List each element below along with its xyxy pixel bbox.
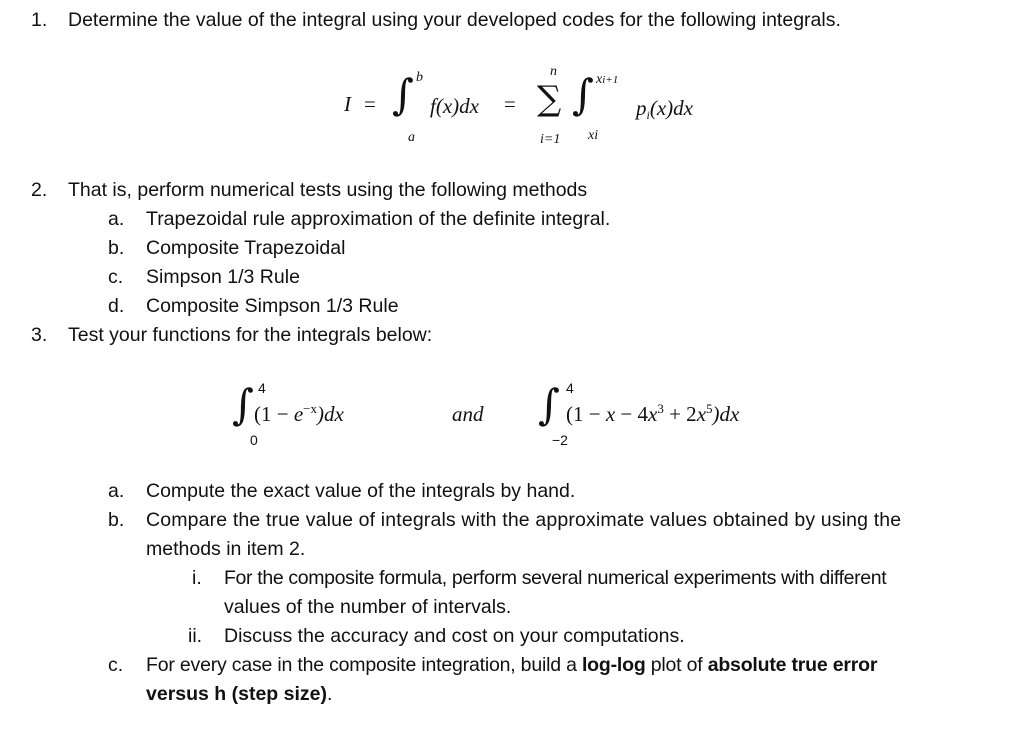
p-rest: (x)dx	[649, 96, 693, 120]
formula-2-left-integrand	[254, 402, 344, 427]
right-x5: x	[696, 402, 707, 426]
item-2a-marker: a.	[108, 208, 125, 230]
right-close: )dx	[712, 402, 740, 426]
formula-1-upper-limit: b	[416, 70, 423, 85]
item-3b-line2: methods in item 2.	[146, 538, 306, 560]
formula-2-left-lower: 0	[250, 432, 258, 448]
item-3bi-marker: i.	[192, 567, 202, 589]
item-3c-line1	[146, 654, 877, 677]
left-open: (1 −	[254, 402, 294, 426]
p-sub: i	[646, 108, 650, 122]
formula-2-and: and	[452, 402, 484, 426]
left-close: )dx	[317, 402, 344, 426]
right-open: (1 −	[566, 402, 606, 426]
item-2c-marker: c.	[108, 266, 124, 288]
formula-1-lower-limit-2: xi	[588, 128, 599, 143]
item-3c-bold-loglog: log-log	[581, 654, 646, 676]
item-1	[31, 9, 47, 32]
item-3c-bold-versus: versus h (step size)	[146, 683, 327, 705]
formula-1	[344, 64, 724, 158]
item-3b-marker: b.	[108, 509, 125, 531]
right-exp5: 5	[706, 401, 713, 416]
sum-bottom: i=1	[540, 132, 561, 147]
item-3bii-marker: ii.	[188, 625, 203, 647]
item-3c-pre: For every case in the composite integration, build a	[146, 654, 582, 676]
p-letter: p	[636, 96, 647, 120]
sum-top: n	[550, 64, 557, 79]
item-3bii-text: Discuss the accuracy and cost on your computations.	[224, 625, 685, 647]
right-plus2: + 2	[663, 402, 697, 426]
formula-1-integrand-2	[636, 96, 693, 121]
item-3c-marker: c.	[108, 654, 124, 676]
integral-sign-4: ∫	[538, 380, 560, 429]
item-1-text: Determine the value of the integral using your developed codes for the following integrals.	[68, 9, 841, 31]
item-1-number: 1.	[31, 9, 48, 31]
upper-x: x	[596, 72, 603, 87]
formula-1-upper-limit-2	[596, 72, 618, 88]
item-2-text: That is, perform numerical tests using the following methods	[68, 179, 588, 201]
item-2c-text: Simpson 1/3 Rule	[146, 266, 300, 288]
item-3a-text: Compute the exact value of the integrals by hand.	[146, 480, 576, 502]
formula-1-lhs: I	[344, 92, 351, 116]
formula-2-left-upper: 4	[258, 380, 266, 396]
formula-2-right	[538, 380, 858, 450]
formula-1-integrand: f(x)dx	[430, 94, 479, 118]
item-3bi-line1: For the composite formula, perform several numerical experiments with different	[224, 567, 887, 589]
right-x: x	[605, 402, 616, 426]
item-2d-text: Composite Simpson 1/3 Rule	[146, 295, 399, 317]
item-3-text: Test your functions for the integrals below:	[68, 324, 433, 346]
item-3c-line2	[146, 683, 332, 706]
item-3c-mid: plot of	[645, 654, 708, 676]
left-e: e	[293, 402, 304, 426]
item-3b-line1: Compare the true value of integrals with the approximate values obtained by using the	[146, 509, 902, 531]
item-3c-period: .	[326, 683, 333, 705]
item-2b-marker: b.	[108, 237, 125, 259]
left-exp: −x	[303, 401, 318, 416]
right-minus4: − 4	[615, 402, 649, 426]
upper-sub: i+1	[602, 74, 619, 86]
formula-2-right-integrand	[566, 402, 739, 427]
item-2-number: 2.	[31, 179, 48, 201]
item-2b-text: Composite Trapezoidal	[146, 237, 346, 259]
item-3c-bold-error: absolute true error	[707, 654, 878, 676]
integral-sign-3: ∫	[232, 380, 254, 429]
right-exp3: 3	[657, 401, 664, 416]
formula-2-left	[232, 380, 432, 450]
integral-sign-2: ∫	[572, 70, 594, 119]
sigma-icon: ∑	[537, 79, 562, 119]
item-3-number: 3.	[31, 324, 48, 346]
item-3bi-line2: values of the number of intervals.	[224, 596, 512, 618]
item-2d-marker: d.	[108, 295, 125, 317]
integral-sign-1: ∫	[392, 70, 414, 119]
item-3a-marker: a.	[108, 480, 125, 502]
right-x3: x	[648, 402, 658, 426]
formula-1-equals: =	[364, 92, 376, 116]
formula-1-equals-2: =	[504, 92, 516, 116]
formula-2-right-lower: −2	[552, 432, 568, 448]
formula-1-lower-limit: a	[408, 130, 415, 145]
formula-2-right-upper: 4	[566, 380, 574, 396]
item-2a-text: Trapezoidal rule approximation of the definite integral.	[146, 208, 611, 230]
